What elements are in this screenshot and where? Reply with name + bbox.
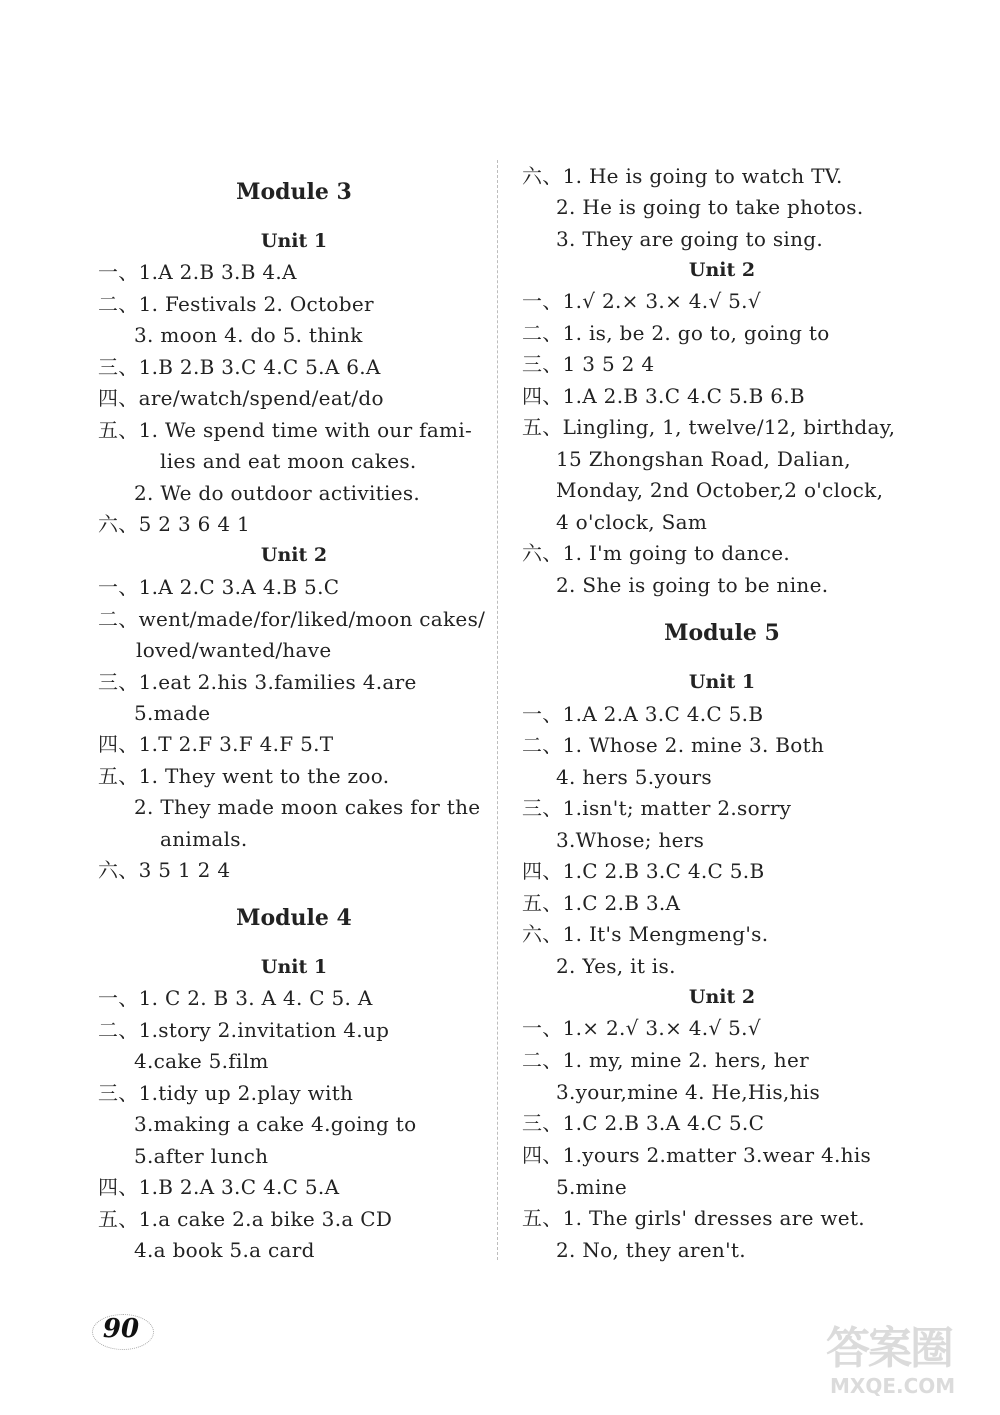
unit-2-heading: Unit 2 (260, 544, 328, 566)
answer-line: 四、1.A 2.B 3.C 4.C 5.B 6.B (522, 384, 805, 408)
answer-line: 三、1.C 2.B 3.A 4.C 5.C (522, 1111, 765, 1135)
answer-line: 4 o'clock, Sam (556, 510, 708, 534)
answer-line: 三、1.eat 2.his 3.families 4.are (98, 670, 417, 694)
answer-line: 一、1.× 2.√ 3.× 4.√ 5.√ (522, 1016, 761, 1040)
answer-line: 3.your,mine 4. He,His,his (556, 1080, 821, 1104)
answer-line: 4.a book 5.a card (134, 1238, 315, 1262)
unit-1-heading: Unit 1 (260, 230, 328, 252)
column-divider (497, 160, 498, 1260)
answer-line: 五、1. They went to the zoo. (98, 764, 390, 788)
watermark-text: 答案圈 (826, 1323, 952, 1374)
answer-line: 五、1.a cake 2.a bike 3.a CD (98, 1207, 393, 1231)
answer-line: 15 Zhongshan Road, Dalian, (556, 447, 851, 471)
answer-line: animals. (160, 827, 248, 851)
answer-line: loved/wanted/have (136, 638, 332, 662)
answer-line: 六、3 5 1 2 4 (98, 858, 231, 882)
unit-1-heading: Unit 1 (260, 956, 328, 978)
answer-line: 二、1. my, mine 2. hers, her (522, 1048, 809, 1072)
answer-line: 5.made (134, 701, 211, 725)
unit-1-heading: Unit 1 (688, 671, 756, 693)
answer-line: 五、Lingling, 1, twelve/12, birthday, (522, 415, 896, 439)
answer-line: 四、1.C 2.B 3.C 4.C 5.B (522, 859, 765, 883)
unit-2-heading: Unit 2 (688, 986, 756, 1008)
module-5-heading: Module 5 (664, 620, 780, 646)
answer-line: 一、1.√ 2.× 3.× 4.√ 5.√ (522, 289, 761, 313)
answer-line: 三、1.isn't; matter 2.sorry (522, 796, 792, 820)
answer-line: 5.after lunch (134, 1144, 269, 1168)
answer-line: 六、5 2 3 6 4 1 (98, 512, 251, 536)
answer-line: lies and eat moon cakes. (160, 449, 417, 473)
answer-line: 2. He is going to take photos. (556, 195, 864, 219)
answer-line: 3.Whose; hers (556, 828, 705, 852)
watermark-logo (826, 1312, 996, 1408)
answer-line: 2. We do outdoor activities. (134, 481, 421, 505)
answer-line: 一、1. C 2. B 3. A 4. C 5. A (98, 986, 373, 1010)
answer-line: 一、1.A 2.A 3.C 4.C 5.B (522, 702, 764, 726)
answer-line: 三、1 3 5 2 4 (522, 352, 655, 376)
answer-line: 2. They made moon cakes for the (134, 795, 481, 819)
answer-line: 四、1.yours 2.matter 3.wear 4.his (522, 1143, 872, 1167)
answer-line: 三、1.tidy up 2.play with (98, 1081, 354, 1105)
answer-line: 二、1. is, be 2. go to, going to (522, 321, 830, 345)
answer-line: 一、1.A 2.C 3.A 4.B 5.C (98, 575, 340, 599)
answer-line: 四、1.B 2.A 3.C 4.C 5.A (98, 1175, 340, 1199)
answer-line: Monday, 2nd October,2 o'clock, (556, 478, 884, 502)
answer-line: 五、1.C 2.B 3.A (522, 891, 681, 915)
answer-line: 2. No, they aren't. (556, 1238, 746, 1262)
answer-line: 5.mine (556, 1175, 627, 1199)
answer-line: 3.making a cake 4.going to (134, 1112, 417, 1136)
answer-line: 二、1.story 2.invitation 4.up (98, 1018, 390, 1042)
answer-line: 四、1.T 2.F 3.F 4.F 5.T (98, 732, 334, 756)
watermark-url: MXQE.COM (830, 1374, 956, 1398)
answer-line: 五、1. The girls' dresses are wet. (522, 1206, 865, 1230)
answer-line: 六、1. It's Mengmeng's. (522, 922, 769, 946)
answer-line: 四、are/watch/spend/eat/do (98, 386, 384, 410)
page-number: 90 (102, 1314, 140, 1344)
answer-line: 一、1.A 2.B 3.B 4.A (98, 260, 297, 284)
answer-line: 2. Yes, it is. (556, 954, 676, 978)
answer-line: 二、1. Whose 2. mine 3. Both (522, 733, 825, 757)
module-4-heading: Module 4 (236, 905, 352, 931)
answer-line: 六、1. He is going to watch TV. (522, 164, 843, 188)
answer-line: 二、1. Festivals 2. October (98, 292, 374, 316)
answer-line: 3. moon 4. do 5. think (134, 323, 363, 347)
answer-line: 二、went/made/for/liked/moon cakes/ (98, 607, 486, 631)
answer-line: 2. She is going to be nine. (556, 573, 829, 597)
module-3-heading: Module 3 (236, 179, 352, 205)
answer-line: 3. They are going to sing. (556, 227, 824, 251)
answer-line: 4.cake 5.film (134, 1049, 269, 1073)
answer-line: 五、1. We spend time with our fami- (98, 418, 473, 442)
answer-line: 三、1.B 2.B 3.C 4.C 5.A 6.A (98, 355, 381, 379)
unit-2-heading: Unit 2 (688, 259, 756, 281)
answer-line: 4. hers 5.yours (556, 765, 712, 789)
answer-line: 六、1. I'm going to dance. (522, 541, 791, 565)
